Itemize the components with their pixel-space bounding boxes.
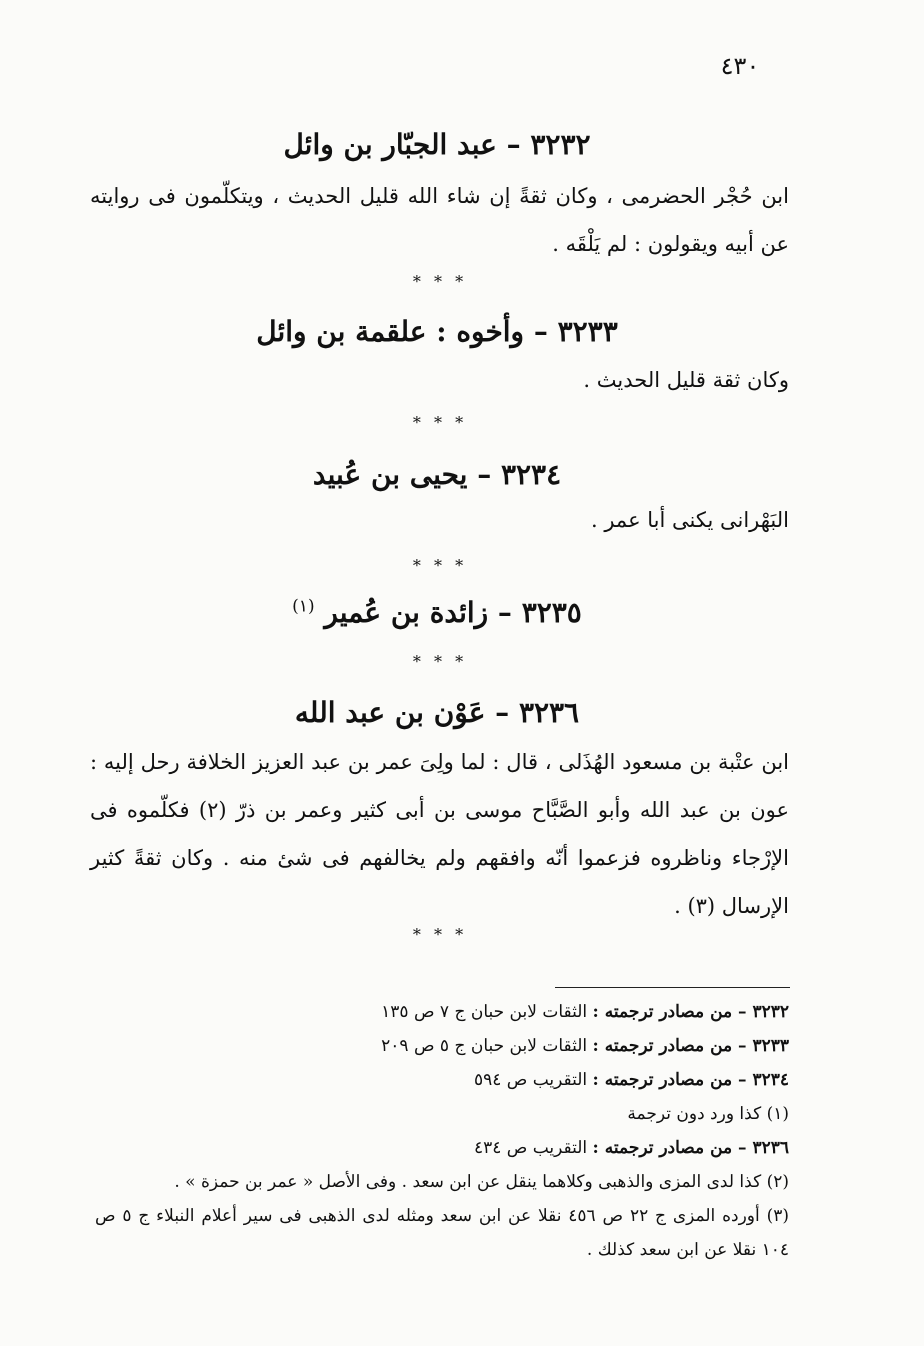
section-separator: * * * [412, 652, 468, 671]
footnote-source-3234 [95, 1063, 789, 1097]
footnote-text: (٢) كذا لدى المزى والذهبى وكلاهما ينقل عن ابن سعد . وفى الأصل « عمر بن حمزة » . [174, 1172, 789, 1192]
footnote-text: (٣) أورده المزى ج ٢٢ ص ٤٥٦ نقلا عن ابن سعد ومثله لدى الذهبى فى سير أعلام النبلاء ج ٥ ص ١٠٤ نقلا عن ابن سعد كذلك . [95, 1206, 789, 1260]
footnote-3 [95, 1199, 789, 1267]
page-number: ٤٣٠ [720, 52, 760, 80]
footnote-ref-1: (١) [292, 596, 315, 617]
footnote-source-3236 [95, 1131, 789, 1165]
footnotes [95, 995, 789, 1267]
entry-body-3233: وكان ثقة قليل الحديث . [583, 368, 789, 392]
footnote-label: ٣٢٣٦ – من مصادر ترجمته : [592, 1138, 789, 1158]
entry-body-3232: ابن حُجْر الحضرمى ، وكان ثقةً إن شاء الله قليل الحديث ، ويتكلّمون فى روايته عن أبيه ويقولون : لم يَلْقَه . [90, 184, 789, 256]
entry-title-3232: ٣٢٣٢ – عبد الجبّار بن وائل [283, 128, 591, 161]
footnote-text: التقريب ص ٥٩٤ [473, 1070, 588, 1090]
section-separator: * * * [412, 925, 468, 944]
footnote-text: التقريب ص ٤٣٤ [473, 1138, 588, 1158]
section-separator: * * * [412, 556, 468, 575]
entry-title-3236: ٣٢٣٦ – عَوْن بن عبد الله [294, 696, 580, 729]
footnote-label: ٣٢٣٤ – من مصادر ترجمته : [592, 1070, 789, 1090]
footnote-text: (١) كذا ورد دون ترجمة [627, 1104, 789, 1124]
footnote-2 [95, 1165, 789, 1199]
entry-title-3235 [80, 596, 794, 629]
footnote-text: الثقات لابن حبان ج ٧ ص ١٣٥ [381, 1002, 588, 1022]
section-separator: * * * [412, 413, 468, 432]
entry-title-3235-text: ٣٢٣٥ – زائدة بن عُمير [324, 596, 582, 629]
entry-title-3234: ٣٢٣٤ – يحيى بن عُبيد [312, 458, 562, 491]
entry-body-3234: البَهْرانى يكنى أبا عمر . [590, 508, 789, 532]
footnote-source-3232 [95, 995, 789, 1029]
section-separator: * * * [412, 272, 468, 291]
entry-title-3233: ٣٢٣٣ – وأخوه : علقمة بن وائل [256, 315, 618, 348]
footnote-source-3233 [95, 1029, 789, 1063]
footnote-text: الثقات لابن حبان ج ٥ ص ٢٠٩ [381, 1036, 588, 1056]
footnote-1 [95, 1097, 789, 1131]
entry-body-3236: ابن عتْبة بن مسعود الهُذَلى ، قال : لما ولِىَ عمر بن عبد العزيز الخلافة رحل إليه : عون بن عبد الله وأبو الصَّبَّاح موسى بن أبى كثير وعمر بن ذرّ (٢) فكلّموه فى الإرْجاء وناظروه فزعموا أنّه وافقهم ولم يخالفهم فى شئ منه . وكان ثقةً كثير الإرسال (٣) . [90, 750, 790, 918]
footnote-label: ٣٢٣٣ – من مصادر ترجمته : [592, 1036, 789, 1056]
footnote-label: ٣٢٣٢ – من مصادر ترجمته : [592, 1002, 789, 1022]
footnote-rule [555, 987, 790, 988]
